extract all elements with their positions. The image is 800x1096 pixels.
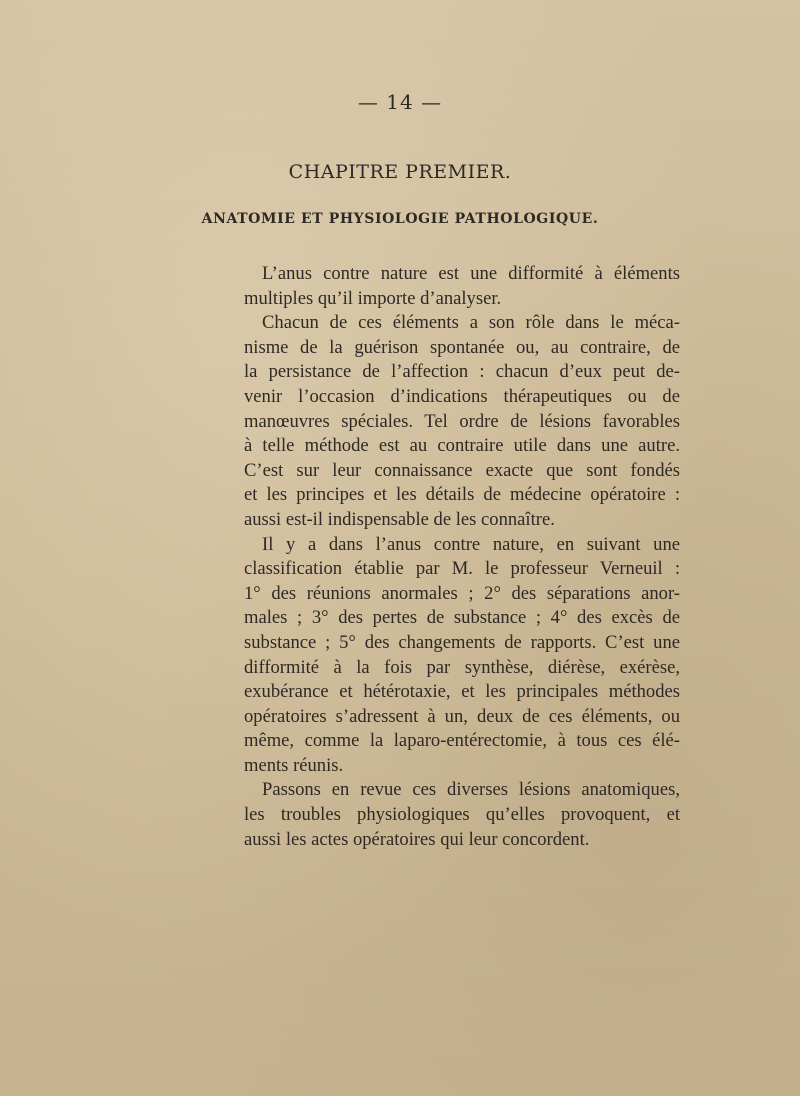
text-line: opératoires s’adressent à un, deux de ces éléments, ou bbox=[244, 705, 680, 727]
text-line: C’est sur leur connaissance exacte que sont fondés bbox=[244, 459, 680, 481]
text-line: 1° des réunions anormales ; 2° des séparations anor- bbox=[244, 582, 680, 604]
text-line: les troubles physiologiques qu’elles provoquent, et bbox=[244, 804, 680, 826]
text-line: classification établie par M. le professeur Verneuil : bbox=[244, 558, 680, 580]
text-line: substance ; 5° des changements de rapports. C’est une bbox=[244, 631, 680, 653]
text-line: la persistance de l’affection : chacun d’eux peut de- bbox=[244, 361, 680, 383]
text-line: Il y a dans l’anus contre nature, en suivant une bbox=[262, 533, 680, 555]
text-line: Passons en revue ces diverses lésions anatomiques, bbox=[262, 779, 680, 801]
text-line: nisme de la guérison spontanée ou, au contraire, de bbox=[244, 336, 680, 358]
text-line: L’anus contre nature est une difformité à éléments bbox=[262, 263, 680, 284]
paragraph-3 bbox=[244, 533, 680, 779]
chapter-title: CHAPITRE PREMIER. bbox=[288, 161, 512, 183]
paragraph-4 bbox=[244, 778, 680, 852]
body-text bbox=[244, 262, 680, 852]
text-line: aussi est-il indispensable de les connaître. bbox=[244, 508, 555, 530]
text-line: aussi les actes opératoires qui leur concordent. bbox=[244, 828, 590, 850]
text-line: multiples qu’il importe d’analyser. bbox=[244, 287, 502, 309]
text-line: à telle méthode est au contraire utile dans une autre. bbox=[244, 435, 680, 457]
page-number: — 14 — bbox=[357, 90, 443, 114]
text-line: difformité à la fois par synthèse, diérèse, exérèse, bbox=[244, 656, 680, 678]
paragraph-2 bbox=[244, 311, 680, 532]
text-line: même, comme la laparo-entérectomie, à tous ces élé- bbox=[244, 730, 680, 752]
text-line: Chacun de ces éléments a son rôle dans le méca- bbox=[262, 312, 680, 334]
text-line: manœuvres spéciales. Tel ordre de lésions favorables bbox=[244, 410, 680, 432]
text-line: exubérance et hétérotaxie, et les principales méthodes bbox=[244, 681, 680, 703]
text-line: ments réunis. bbox=[244, 754, 344, 776]
text-line: males ; 3° des pertes de substance ; 4° des excès de bbox=[244, 607, 680, 629]
section-subtitle: ANATOMIE ET PHYSIOLOGIE PATHOLOGIQUE. bbox=[201, 211, 599, 227]
paragraph-1 bbox=[244, 262, 680, 311]
text-line: et les principes et les détails de médecine opératoire : bbox=[244, 484, 680, 506]
text-line: venir l’occasion d’indications thérapeutiques ou de bbox=[244, 385, 680, 407]
